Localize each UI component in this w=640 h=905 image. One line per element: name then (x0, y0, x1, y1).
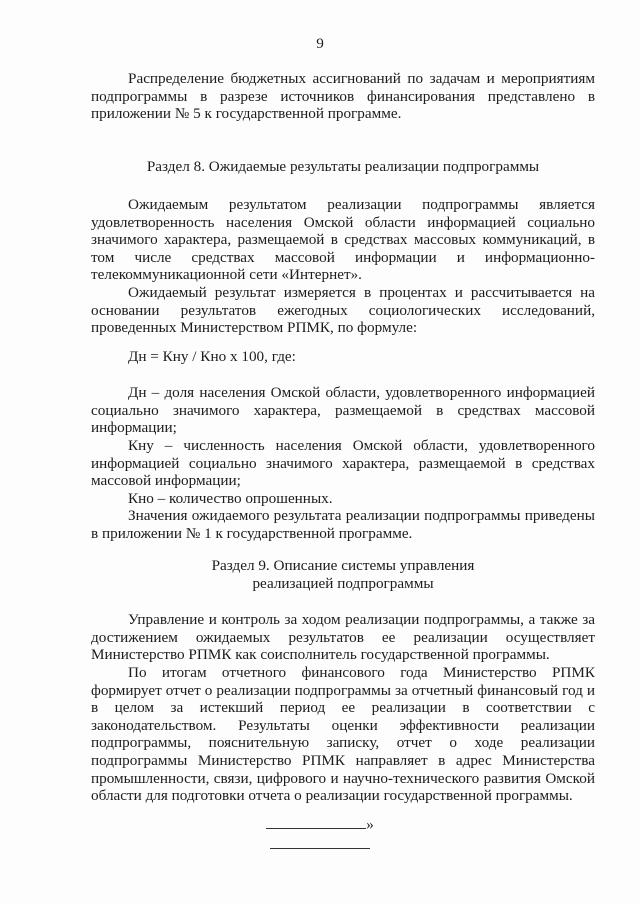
text-line: приложении № 5 к государственной программе. (91, 105, 402, 123)
text-line: основании результатов ежегодных социологических исследований, (91, 301, 595, 319)
section-8-heading: Раздел 8. Ожидаемые результаты реализации подпрограммы (146, 158, 540, 175)
section-9-paragraph-1 (91, 611, 595, 664)
signature-rule (266, 815, 366, 829)
page-number: 9 (316, 35, 324, 52)
text-line: подпрограммы, пояснительную записку, отчет о ходе реализации (91, 734, 595, 752)
heading-line: реализацией подпрограммы (252, 574, 434, 592)
text-line: достижением ожидаемых результатов ее реализации осуществляет (91, 628, 595, 646)
section-8-paragraph-1 (91, 196, 595, 284)
text-line: Значения ожидаемого результата реализации подпрограммы приведены (128, 507, 595, 524)
text-line: проведенных Министерством РПМК, по формуле: (91, 319, 418, 337)
text-line: области для подготовки отчета о реализации государственной программы. (91, 787, 573, 805)
text-line: По итогам отчетного финансового года Министерство РПМК (128, 664, 595, 681)
text-line: Ожидаемым результатом реализации подпрограммы является (128, 196, 595, 213)
closing-quote: » (366, 816, 374, 833)
closing-line-2 (0, 836, 640, 854)
text-line: Министерство РПМК как соисполнитель государственной программы. (91, 646, 550, 664)
definition-dn (91, 384, 595, 437)
text-line: том числе средствах массовой информации и информационно- (91, 248, 595, 266)
text-line: удовлетворенность населения Омской области информацией социально (91, 213, 595, 231)
closing-line (0, 815, 640, 834)
text-line: Дн – доля населения Омской области, удовлетворенного информацией (128, 384, 595, 401)
section-9-heading (91, 557, 595, 592)
definition-kno (91, 490, 595, 508)
formula: Дн = Кну / Кно х 100, где: (128, 348, 296, 365)
text-line: в приложении № 1 к государственной программе. (91, 524, 413, 542)
section-8-paragraph-3 (91, 507, 595, 542)
text-line: подпрограммы в разрезе источников финансирования представлено в (91, 87, 595, 105)
text-line: формирует отчет о реализации подпрограммы за отчетный финансовый год и (91, 681, 595, 699)
text-line: Распределение бюджетных ассигнований по задачам и мероприятиям (128, 70, 595, 87)
text-line: значимого характера, размещаемой в средствах массовых коммуникаций, в (91, 231, 595, 249)
text-line: Ожидаемый результат измеряется в процентах и рассчитывается на (128, 284, 595, 301)
closing-rule (270, 838, 370, 849)
text-line: промышленности, связи, цифрового и научно-технического развития Омской (91, 769, 595, 787)
section-9-paragraph-2 (91, 664, 595, 805)
text-line: Управление и контроль за ходом реализации подпрограммы, а также за (128, 611, 595, 628)
text-line: Кно – количество опрошенных. (128, 490, 333, 507)
text-line: массовой информации; (91, 472, 241, 490)
text-line: подпрограммы Министерство РПМК направляет в адрес Министерства (91, 751, 595, 769)
text-line: телекоммуникационной сети «Интернет». (91, 266, 362, 284)
text-line: законодательством. Результаты оценки эффективности реализации (91, 716, 595, 734)
text-line: в целом за истекший период ее реализации в соответствии с (91, 699, 595, 717)
definition-knu (91, 437, 595, 490)
heading-line: Раздел 9. Описание системы управления (211, 557, 475, 574)
intro-paragraph (91, 70, 595, 123)
section-8-paragraph-2 (91, 284, 595, 337)
text-line: информации; (91, 419, 177, 437)
text-line: информацией социально значимого характера, размещаемой в средствах (91, 454, 595, 472)
text-line: социально значимого характера, размещаемой в средствах массовой (91, 401, 595, 419)
text-line: Кну – численность населения Омской области, удовлетворенного (128, 437, 595, 454)
